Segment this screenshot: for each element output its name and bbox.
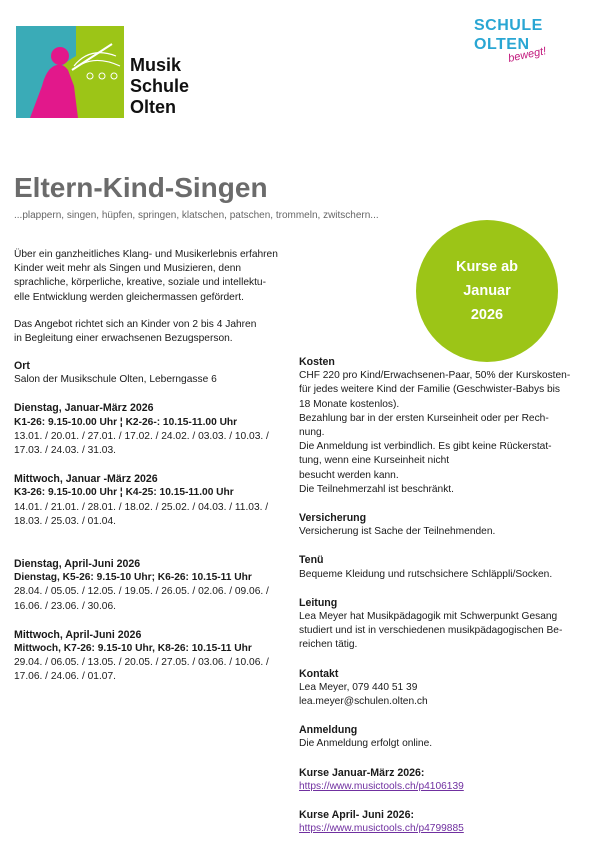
logo-line-2: Schule	[130, 76, 190, 96]
music-school-logo	[16, 26, 124, 118]
intro-paragraph-1	[14, 248, 314, 305]
tenue-title: Tenü	[299, 554, 324, 567]
kosten-line: für jedes weitere Kind der Familie (Geschwister-Babys bis	[299, 384, 561, 396]
block-2-dates: 18.03. / 25.03. / 01.04.	[14, 515, 116, 527]
logo-line-3: Olten	[130, 97, 177, 117]
intro-line: Über ein ganzheitliches Klang- und Musikerlebnis erfahren	[14, 249, 278, 260]
badge-line-1: Kurse ab	[455, 259, 519, 275]
kurse-apr-link[interactable]: https://www.musictools.ch/p4799885	[299, 823, 464, 835]
ort-text: Salon der Musikschule Olten, Leberngasse 6	[14, 374, 217, 386]
intro-paragraph-2	[14, 318, 314, 346]
intro-line: Kinder weit mehr als Singen und Musizieren, denn	[14, 263, 242, 275]
logo-line-1: Musik	[130, 55, 182, 75]
block-4-dates: 29.04. / 06.05. / 13.05. / 20.05. / 27.05. / 03.06. / 10.06. /	[14, 657, 269, 669]
intro-line: elle Entwicklung werden gleichermassen gefördert.	[14, 291, 244, 303]
kontakt-email[interactable]: lea.meyer@schulen.olten.ch	[299, 696, 428, 708]
kosten-line: nung.	[299, 427, 325, 439]
right-column	[299, 355, 589, 836]
versicherung-text: Versicherung ist Sache der Teilnehmenden.	[299, 526, 496, 538]
block-2-title: Mittwoch, Januar -März 2026	[14, 473, 158, 486]
block-1-courses: K1-26: 9.15-10.00 Uhr ¦ K2-26-: 10.15-11.00 Uhr	[14, 416, 238, 428]
page-subtitle: ...plappern, singen, hüpfen, springen, klatschen, patschen, trommeln, zwitschern...	[14, 210, 379, 221]
intro-line: Das Angebot richtet sich an Kinder von 2 bis 4 Jahren	[14, 319, 257, 330]
block-3-dates: 16.06. / 23.06. / 30.06.	[14, 600, 116, 612]
page-title: Eltern-Kind-Singen	[14, 172, 268, 203]
kosten-line: 18 Monate kostenlos).	[299, 398, 400, 410]
kurse-jan-title: Kurse Januar-März 2026:	[299, 766, 425, 779]
leitung-line: studiert und ist in verschiedenen musikpädagogischen Be-	[299, 625, 563, 637]
leitung-line: Lea Meyer hat Musikpädagogik mit Schwerpunkt Gesang	[299, 611, 558, 623]
tenue-text: Bequeme Kleidung und rutschsichere Schläppli/Socken.	[299, 568, 553, 580]
anmeldung-text: Die Anmeldung erfolgt online.	[299, 738, 433, 750]
kurse-jan-link[interactable]: https://www.musictools.ch/p4106139	[299, 780, 464, 792]
kosten-line: CHF 220 pro Kind/Erwachsenen-Paar, 50% der Kurskosten-	[299, 370, 571, 382]
badge-line-3: 2026	[470, 307, 504, 323]
brand-line-2: OLTEN	[474, 36, 530, 53]
kurse-apr-title: Kurse April- Juni 2026:	[299, 809, 414, 822]
block-4-dates: 17.06. / 24.06. / 01.07.	[14, 671, 116, 683]
brand-tagline: bewegt!	[507, 45, 548, 65]
block-3-dates: 28.04. / 05.05. / 12.05. / 19.05. / 26.05. / 02.06. / 09.06. /	[14, 586, 269, 598]
block-2-dates: 14.01. / 21.01. / 28.01. / 18.02. / 25.02. / 04.03. / 11.03. /	[14, 501, 269, 513]
schule-olten-logo	[474, 16, 564, 65]
intro-line: in Begleitung einer erwachsenen Bezugsperson.	[14, 333, 233, 345]
block-1-dates: 17.03. / 24.03. / 31.03.	[14, 445, 116, 457]
block-4-title: Mittwoch, April-Juni 2026	[14, 628, 142, 641]
left-column	[14, 359, 299, 685]
course-start-badge	[416, 220, 558, 362]
leitung-line: reichen tätig.	[299, 639, 358, 651]
kosten-line: besucht werden kann.	[299, 469, 399, 481]
kosten-title: Kosten	[299, 356, 335, 368]
kosten-line: Bezahlung bar in der ersten Kurseinheit oder per Rech-	[299, 412, 549, 424]
leitung-title: Leitung	[299, 596, 338, 609]
logo-wordmark	[130, 55, 189, 118]
intro-line: sprachliche, körperliche, kreative, soziale und intellektu-	[14, 277, 266, 289]
block-4-courses: Mittwoch, K7-26: 9.15-10 Uhr, K8-26: 10.15-11 Uhr	[14, 643, 252, 655]
badge-line-2: Januar	[463, 283, 511, 299]
block-3-courses: Dienstag, K5-26: 9.15-10 Uhr; K6-26: 10.15-11 Uhr	[14, 572, 252, 584]
kosten-line: Die Teilnehmerzahl ist beschränkt.	[299, 483, 454, 495]
kosten-line: tung, wenn eine Kurseinheit nicht	[299, 455, 450, 467]
block-1-dates: 13.01. / 20.01. / 27.01. / 17.02. / 24.02. / 03.03. / 10.03. /	[14, 430, 269, 442]
block-3-title: Dienstag, April-Juni 2026	[14, 558, 141, 571]
anmeldung-title: Anmeldung	[299, 724, 358, 737]
kontakt-name-phone: Lea Meyer, 079 440 51 39	[299, 681, 418, 693]
ort-title: Ort	[14, 360, 30, 372]
kontakt-title: Kontakt	[299, 667, 339, 680]
block-1-title: Dienstag, Januar-März 2026	[14, 402, 154, 415]
block-2-courses: K3-26: 9.15-10.00 Uhr ¦ K4-25: 10.15-11.00 Uhr	[14, 487, 234, 499]
kosten-line: Die Anmeldung ist verbindlich. Es gibt keine Rückerstat-	[299, 441, 552, 453]
versicherung-title: Versicherung	[299, 512, 367, 525]
brand-line-1: SCHULE	[474, 17, 543, 34]
